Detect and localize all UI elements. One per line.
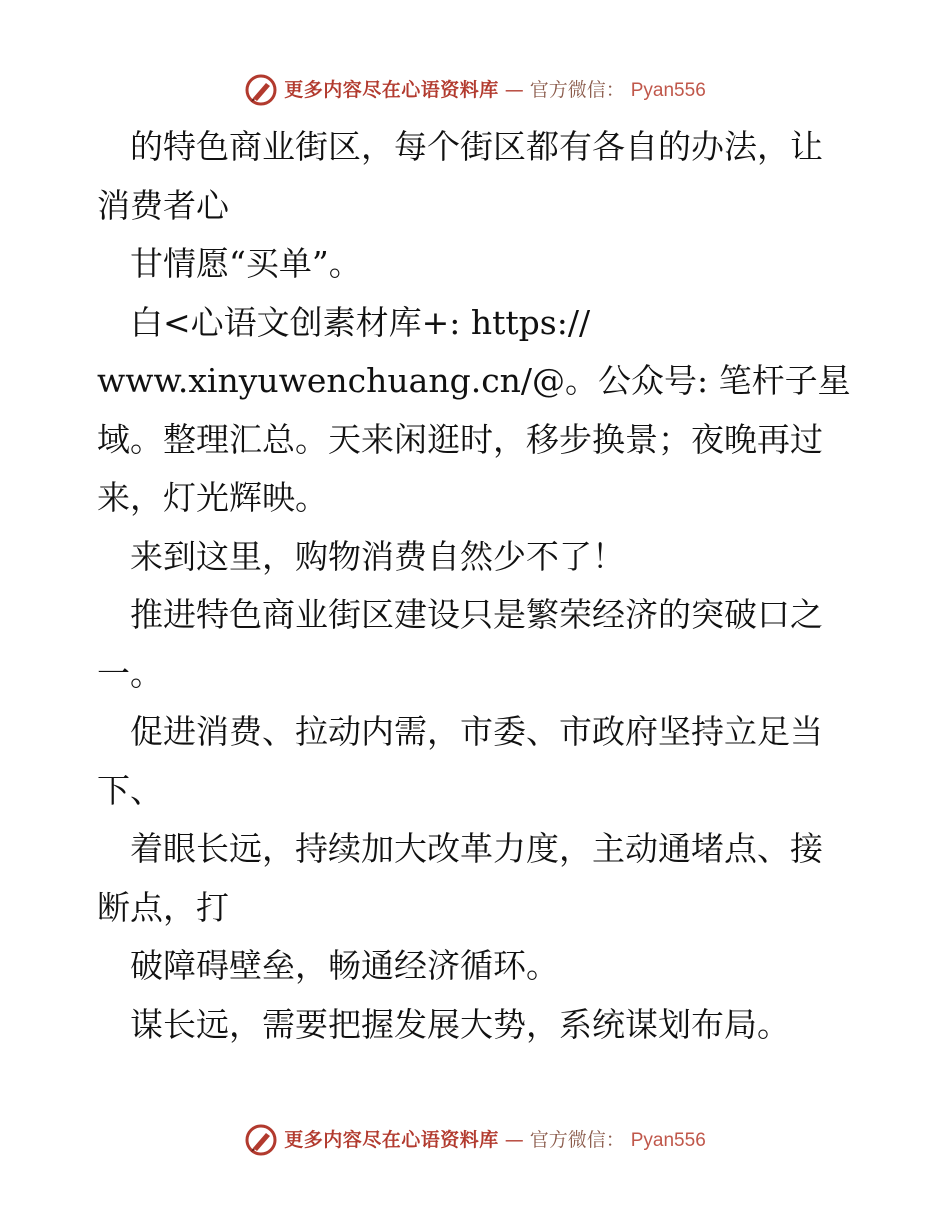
banner-separator: — bbox=[504, 1128, 524, 1151]
header-banner bbox=[0, 70, 950, 110]
text-line: 促进消费、拉动内需，市委、市政府坚持立足当 bbox=[97, 712, 823, 751]
text-line: 谋长远，需要把握发展大势，系统谋划布局。 bbox=[97, 1004, 790, 1044]
text-line: 域。整理汇总。天来闲逛时，移步换景；夜晚再过 bbox=[97, 419, 823, 459]
text-line: 破障碍壁垒，畅通经济循环。 bbox=[97, 946, 559, 985]
pen-nib-icon bbox=[244, 1123, 278, 1157]
banner-wechat-id: Pyan556 bbox=[630, 1129, 706, 1151]
banner-wechat-label: 官方微信： bbox=[529, 1128, 625, 1151]
text-line: 下、 bbox=[97, 770, 163, 810]
banner-wechat-id: Pyan556 bbox=[630, 79, 706, 101]
pen-nib-icon bbox=[244, 73, 278, 107]
document-body bbox=[97, 118, 857, 1054]
text-line: 来，灯光辉映。 bbox=[97, 478, 328, 517]
text-line: 来到这里，购物消费自然少不了！ bbox=[97, 536, 625, 576]
text-line: 消费者心 bbox=[97, 185, 229, 225]
text-line: www.xinyuwenchuang.cn/@。公众号: 笔杆子星 bbox=[97, 361, 851, 400]
text-line: 推进特色商业街区建设只是繁荣经济的突破口之 bbox=[97, 595, 823, 634]
text-line: 白<心语文创素材库+: https:// bbox=[97, 302, 591, 342]
banner-wechat-label: 官方微信： bbox=[529, 78, 625, 101]
text-line: 的特色商业街区，每个街区都有各自的办法，让 bbox=[97, 127, 823, 166]
text-line: 一。 bbox=[97, 653, 163, 693]
banner-slogan: 更多内容尽在心语资料库 bbox=[284, 78, 499, 101]
footer-banner bbox=[0, 1120, 950, 1160]
text-line: 着眼长远，持续加大改革力度，主动通堵点、接 bbox=[97, 829, 823, 868]
text-line: 断点，打 bbox=[97, 887, 229, 927]
text-line: 甘情愿“买单”。 bbox=[97, 244, 362, 283]
banner-slogan: 更多内容尽在心语资料库 bbox=[284, 1128, 499, 1151]
banner-separator: — bbox=[504, 78, 524, 101]
